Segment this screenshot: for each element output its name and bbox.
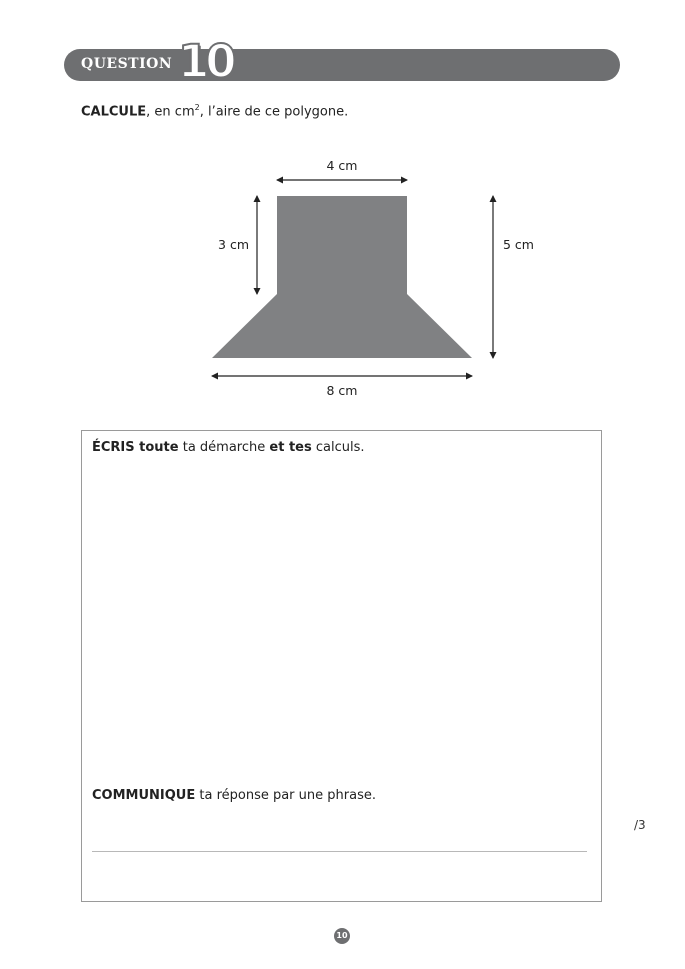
bottom-width-label: 8 cm — [326, 383, 358, 398]
instruction-text — [81, 103, 348, 119]
right-height-label: 5 cm — [503, 237, 534, 252]
instruction-verb: CALCULE — [81, 104, 147, 120]
polygon-figure — [195, 150, 534, 400]
score-label: /3 — [634, 818, 646, 832]
question-number: 10 — [178, 35, 233, 88]
instruction-part-1: , en cm — [146, 104, 195, 120]
communicate-instruction — [92, 788, 376, 803]
instruction-superscript: 2 — [194, 103, 200, 112]
communicate-instruction-bold: COMMUNIQUE — [92, 788, 196, 803]
work-instruction-text-2: calculs. — [311, 440, 365, 455]
work-instruction — [92, 440, 364, 455]
work-instruction-text-1: ta démarche — [178, 440, 270, 455]
instruction-part-2: , l’aire de ce polygone. — [199, 104, 349, 120]
work-instruction-bold-2: et tes — [269, 440, 312, 455]
polygon-shape — [212, 196, 472, 358]
answer-box[interactable] — [81, 430, 602, 902]
work-instruction-bold-1: ÉCRIS toute — [92, 440, 179, 455]
top-width-label: 4 cm — [326, 158, 358, 173]
page-number: 10 — [334, 928, 350, 944]
left-height-label: 3 cm — [218, 237, 249, 252]
answer-line[interactable] — [92, 851, 587, 852]
question-label: QUESTION — [81, 56, 173, 72]
communicate-instruction-text: ta réponse par une phrase. — [195, 788, 376, 803]
